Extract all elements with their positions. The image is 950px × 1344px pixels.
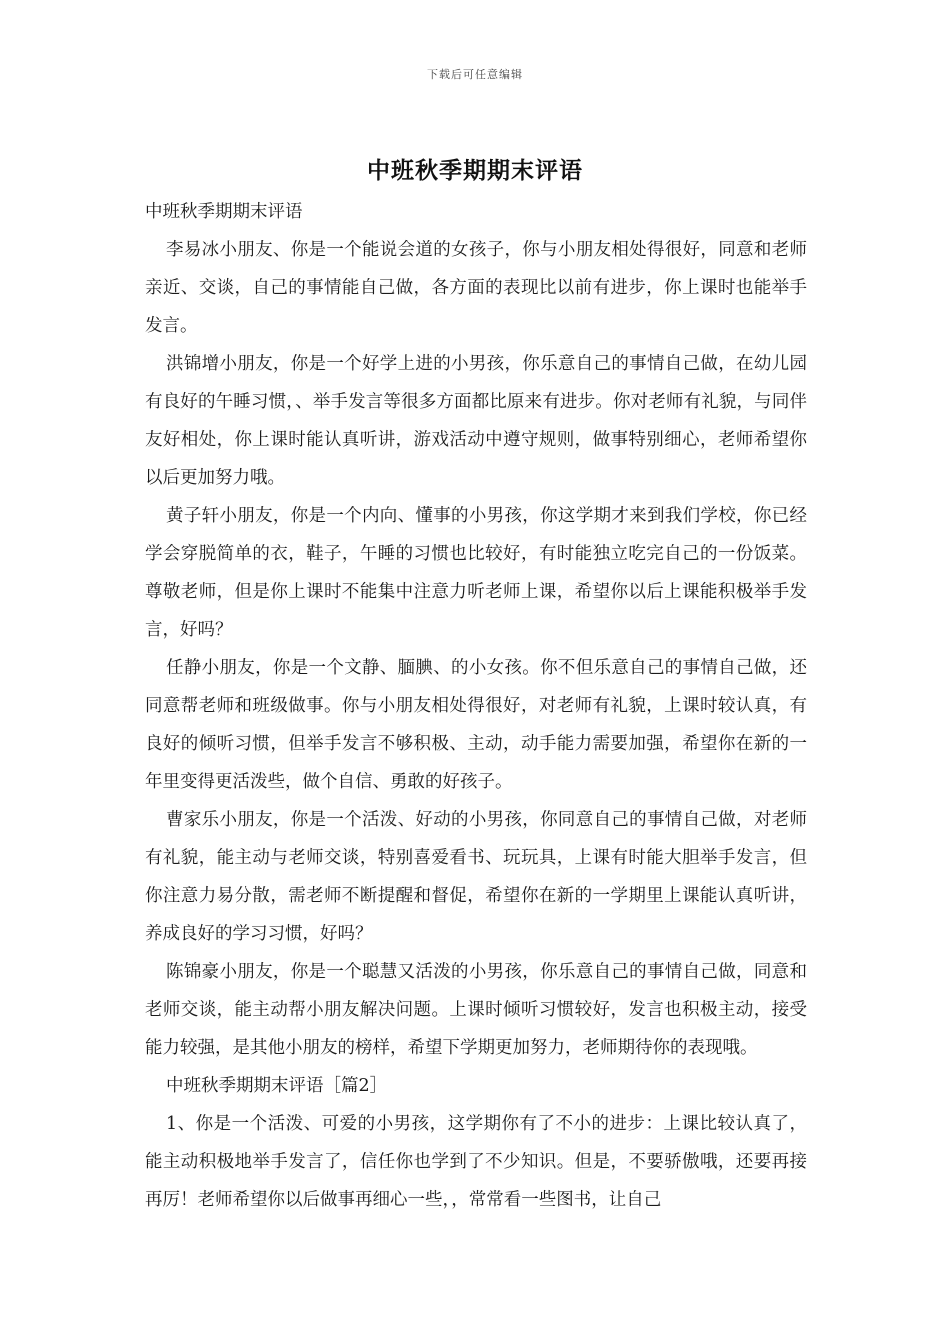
comment-paragraph-hong-jinzeng: 洪锦增小朋友，你是一个好学上进的小男孩，你乐意自己的事情自己做，在幼儿园有良好的午睡习惯，、举手发言等很多方面都比原来有进步。你对老师有礼貌，与同伴友好相处，你上课时能认真听讲，游戏活动中遵守规则，做事特别细心，老师希望你以后更加努力哦。: [145, 354, 807, 488]
document-body: [145, 193, 807, 1219]
section-heading-part-2: 中班秋季期期末评语［篇2］: [166, 1076, 388, 1096]
comment-paragraph-li-yibing: 李易冰小朋友、你是一个能说会道的女孩子，你与小朋友相处得很好，同意和老师亲近、交谈，自己的事情能自己做，各方面的表现比以前有进步，你上课时也能举手发言。: [145, 240, 807, 336]
subtitle-paragraph: 中班秋季期期末评语: [145, 202, 303, 222]
comment-paragraph-cao-jiale: 曹家乐小朋友，你是一个活泼、好动的小男孩，你同意自己的事情自己做，对老师有礼貌，能主动与老师交谈，特别喜爱看书、玩玩具，上课有时能大胆举手发言，但你注意力易分散，需老师不断提醒和督促，希望你在新的一学期里上课能认真听讲，养成良好的学习习惯，好吗？: [145, 810, 807, 944]
document-title: 中班秋季期期末评语: [367, 157, 583, 184]
comment-paragraph-chen-jinhao: 陈锦豪小朋友，你是一个聪慧又活泼的小男孩，你乐意自己的事情自己做，同意和老师交谈，能主动帮小朋友解决问题。上课时倾听习惯较好，发言也积极主动，接受能力较强，是其他小朋友的榜样，希望下学期更加努力，老师期待你的表现哦。: [145, 962, 807, 1058]
comment-paragraph-1: 1、你是一个活泼、可爱的小男孩，这学期你有了不小的进步：上课比较认真了，能主动积极地举手发言了，信任你也学到了不少知识。但是，不要骄傲哦，还要再接再厉！老师希望你以后做事再细心一些，，常常看一些图书，让自己: [145, 1114, 807, 1210]
comment-paragraph-huang-zixuan: 黄子轩小朋友，你是一个内向、懂事的小男孩，你这学期才来到我们学校，你已经学会穿脱简单的衣，鞋子，午睡的习惯也比较好，有时能独立吃完自己的一份饭菜。尊敬老师，但是你上课时不能集中注意力听老师上课，希望你以后上课能积极举手发言，好吗？: [145, 506, 807, 640]
header-note: 下载后可任意编辑: [427, 68, 523, 81]
comment-paragraph-ren-jing: 任静小朋友，你是一个文静、腼腆、的小女孩。你不但乐意自己的事情自己做，还同意帮老师和班级做事。你与小朋友相处得很好，对老师有礼貌，上课时较认真，有良好的倾听习惯，但举手发言不够积极、主动，动手能力需要加强，希望你在新的一年里变得更活泼些，做个自信、勇敢的好孩子。: [145, 658, 807, 792]
